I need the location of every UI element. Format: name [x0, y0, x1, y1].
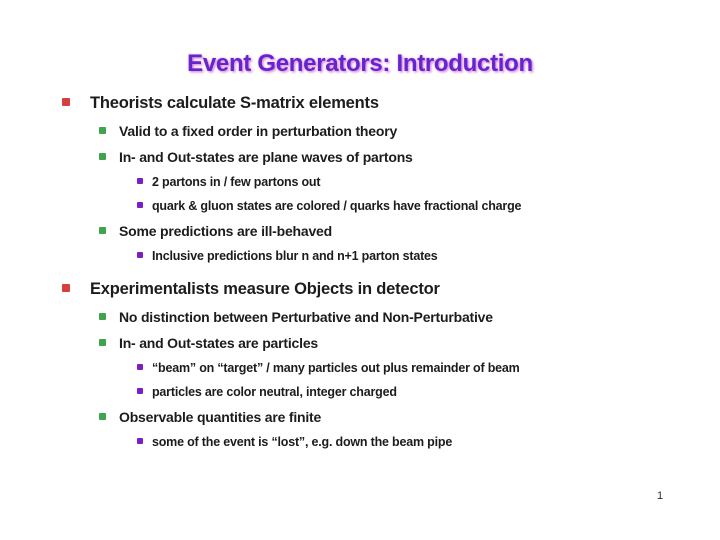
page-number: 1: [656, 490, 664, 502]
list-item: [0, 194, 720, 218]
bullet-square-icon: [137, 364, 143, 370]
list-item: [0, 380, 720, 404]
bullet-square-icon: [137, 202, 143, 208]
bullet-square-icon: [99, 413, 106, 420]
bullet-square-icon: [62, 284, 70, 292]
list-item-text: In- and Out-states are plane waves of partons: [119, 149, 413, 165]
bullet-square-icon: [137, 252, 143, 258]
list-item-text: some of the event is “lost”, e.g. down the beam pipe: [152, 435, 453, 449]
bullet-square-icon: [62, 98, 70, 106]
list-item-text: Observable quantities are finite: [119, 409, 322, 425]
list-item: [0, 88, 720, 118]
list-item: [0, 356, 720, 380]
bullet-square-icon: [99, 339, 106, 346]
bullet-square-icon: [137, 178, 143, 184]
list-item-text: Inclusive predictions blur n and n+1 parton states: [152, 249, 438, 263]
list-item-text: In- and Out-states are particles: [119, 335, 318, 351]
list-item-text: No distinction between Perturbative and Non-Perturbative: [119, 309, 493, 325]
list-item: [0, 244, 720, 268]
bullet-square-icon: [99, 127, 106, 134]
list-item: [0, 404, 720, 430]
bullet-square-icon: [99, 227, 106, 234]
list-item: [0, 144, 720, 170]
list-item: [0, 274, 720, 304]
list-item: [0, 170, 720, 194]
list-item-text: particles are color neutral, integer charged: [152, 385, 397, 399]
list-item-text: 2 partons in / few partons out: [152, 175, 321, 189]
list-item-text: Some predictions are ill-behaved: [119, 223, 332, 239]
list-item-text: Valid to a fixed order in perturbation theory: [119, 123, 398, 139]
list-item: [0, 118, 720, 144]
list-item: [0, 304, 720, 330]
list-item: [0, 430, 720, 454]
list-item-text: Experimentalists measure Objects in detector: [90, 279, 440, 298]
list-item-text: Theorists calculate S-matrix elements: [90, 93, 379, 112]
list-item-text: quark & gluon states are colored / quarks have fractional charge: [152, 199, 522, 213]
list-item: [0, 330, 720, 356]
slide-title: Event Generators: Introduction: [187, 50, 533, 77]
bullet-list: [0, 88, 720, 454]
list-item-text: “beam” on “target” / many particles out plus remainder of beam: [152, 361, 520, 375]
bullet-square-icon: [137, 438, 143, 444]
list-item: [0, 218, 720, 244]
bullet-square-icon: [99, 313, 106, 320]
bullet-square-icon: [137, 388, 143, 394]
bullet-square-icon: [99, 153, 106, 160]
